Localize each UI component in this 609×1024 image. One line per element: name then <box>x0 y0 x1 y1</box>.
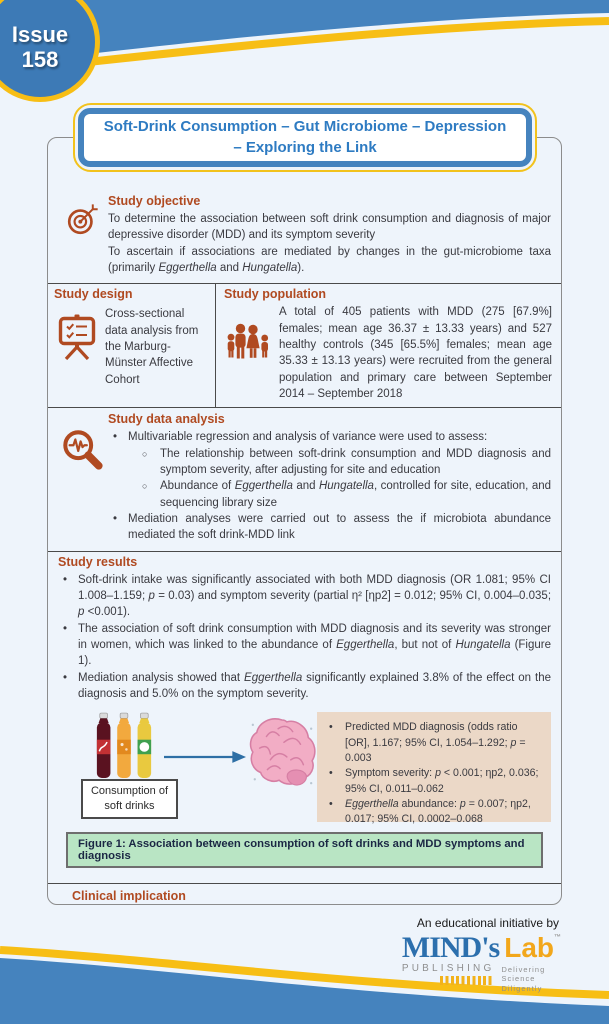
family-icon <box>225 320 271 362</box>
figure-stat-3: • Eggerthella abundance: p = 0.007; ηp2, 0.017; 95% CI, 0.0002–0.068 <box>319 797 543 828</box>
section-clinical-implication <box>48 884 561 905</box>
figure-stats-list <box>319 720 543 828</box>
analysis-sub-bullet-2: ○ Abundance of Eggerthella and Hungatella, controlled for site, education, and sequencing library size <box>138 478 551 511</box>
data-analysis-sublist <box>138 446 551 511</box>
data-analysis-heading: Study data analysis <box>108 412 225 427</box>
design-text: Cross-sectional data analysis from the Marburg-Münster Affective Cohort <box>105 308 199 386</box>
arrow-right-icon <box>164 749 246 765</box>
figure-stat-2: • Symptom severity: p < 0.001; ηp2, 0.036; 95% CI, 0.011–0.062 <box>319 766 543 797</box>
logo-bars-icon <box>440 976 494 985</box>
magnifier-pulse-icon <box>61 428 105 472</box>
clinical-heading: Clinical implication <box>72 889 186 904</box>
figure-stats-box <box>317 712 551 826</box>
consumption-label-box <box>81 779 178 819</box>
issue-badge <box>0 0 100 102</box>
results-heading: Study results <box>58 554 138 569</box>
study-design-column <box>48 284 216 407</box>
section-data-analysis <box>48 408 561 550</box>
issue-number: 158 <box>21 47 59 72</box>
logo-lab-text: Lab™ <box>504 932 561 963</box>
logo-tagline: Delivering Science Diligently <box>501 965 546 993</box>
section-study-results <box>48 552 561 707</box>
brain-icon <box>247 714 317 794</box>
issue-label: Issue <box>11 21 69 47</box>
data-analysis-list <box>108 429 551 445</box>
section-study-objective <box>48 194 561 283</box>
analysis-sub-bullet-1: ○ The relationship between soft-drink consumption and MDD diagnosis and symptom severity, after adjusting for site and education <box>138 446 551 479</box>
title-box <box>73 103 537 172</box>
analysis-bullet-1: • Multivariable regression and analysis of variance were used to assess: <box>108 429 551 445</box>
trademark-symbol: ™ <box>554 934 561 941</box>
results-bullet-3: • Mediation analysis showed that Eggerthella significantly explained 3.8% of the effect on the diagnosis and 5.0% on the symptom severity. <box>58 670 551 703</box>
objective-heading: Study objective <box>108 194 201 208</box>
presentation-board-icon <box>57 314 97 360</box>
analysis-bullet-2: • Mediation analyses were carried out to assess the if microbiota abundance mediated the soft drink-MDD link <box>108 511 551 544</box>
design-heading: Study design <box>54 287 133 302</box>
data-analysis-list-2 <box>108 511 551 544</box>
logo-mind-text: MIND's <box>401 931 500 964</box>
study-population-column <box>216 284 561 407</box>
population-text: A total of 405 patients with MDD (275 [67.9%] females; mean age 36.37 ± 13.33 years) and 527 healthy controls (345 [65.5%] females; mean age 35.33 ± 13.13 years) were recruited from the general population and primary care between September 2014 – September 2018 <box>279 306 552 400</box>
page-title-line1: Soft-Drink Consumption – Gut Microbiome – Depression <box>103 118 507 136</box>
objective-paragraph-2: To ascertain if associations are mediated by changes in the gut-microbiome taxa (primarily Eggerthella and Hungatella). <box>108 245 551 274</box>
results-bullet-1: • Soft-drink intake was significantly associated with both MDD diagnosis (OR 1.081; 95% CI 1.008–1.159; p = 0.03) and symptom severity (partial η² [ηp2] = 0.012; 95% CI, 0.004–0.035; p <0.001). <box>58 572 551 621</box>
results-list <box>58 572 551 703</box>
target-dart-icon <box>67 202 99 236</box>
population-heading: Study population <box>224 287 327 302</box>
figure-1-diagram <box>48 710 561 824</box>
initiative-text: An educational initiative by <box>416 916 559 930</box>
section-design-population <box>48 283 561 408</box>
publisher-logo <box>402 933 561 993</box>
objective-paragraph-1: To determine the association between soft drink consumption and diagnosis of major depressive disorder (MDD) and its symptom severity <box>108 213 551 242</box>
page-title-line2: – Exploring the Link <box>233 138 377 156</box>
results-bullet-2: • The association of soft drink consumption with MDD diagnosis and its severity was stronger in women, which was linked to the abundance of Eggerthella, but not of Hungatella (Figure 1). <box>58 621 551 670</box>
figure-stat-1: • Predicted MDD diagnosis (odds ratio [OR], 1.167; 95% CI, 1.054–1.292; p = 0.003 <box>319 720 543 766</box>
soft-drink-bottles-icon <box>93 712 155 779</box>
logo-publishing-text: PUBLISHING <box>401 963 495 974</box>
consumption-label-line2: soft drinks <box>104 800 155 813</box>
content-panel <box>47 137 562 905</box>
consumption-label-line1: Consumption of <box>90 785 169 798</box>
figure-1-caption: Figure 1: Association between consumption of soft drinks and MDD symptoms and diagnosis <box>66 832 543 868</box>
